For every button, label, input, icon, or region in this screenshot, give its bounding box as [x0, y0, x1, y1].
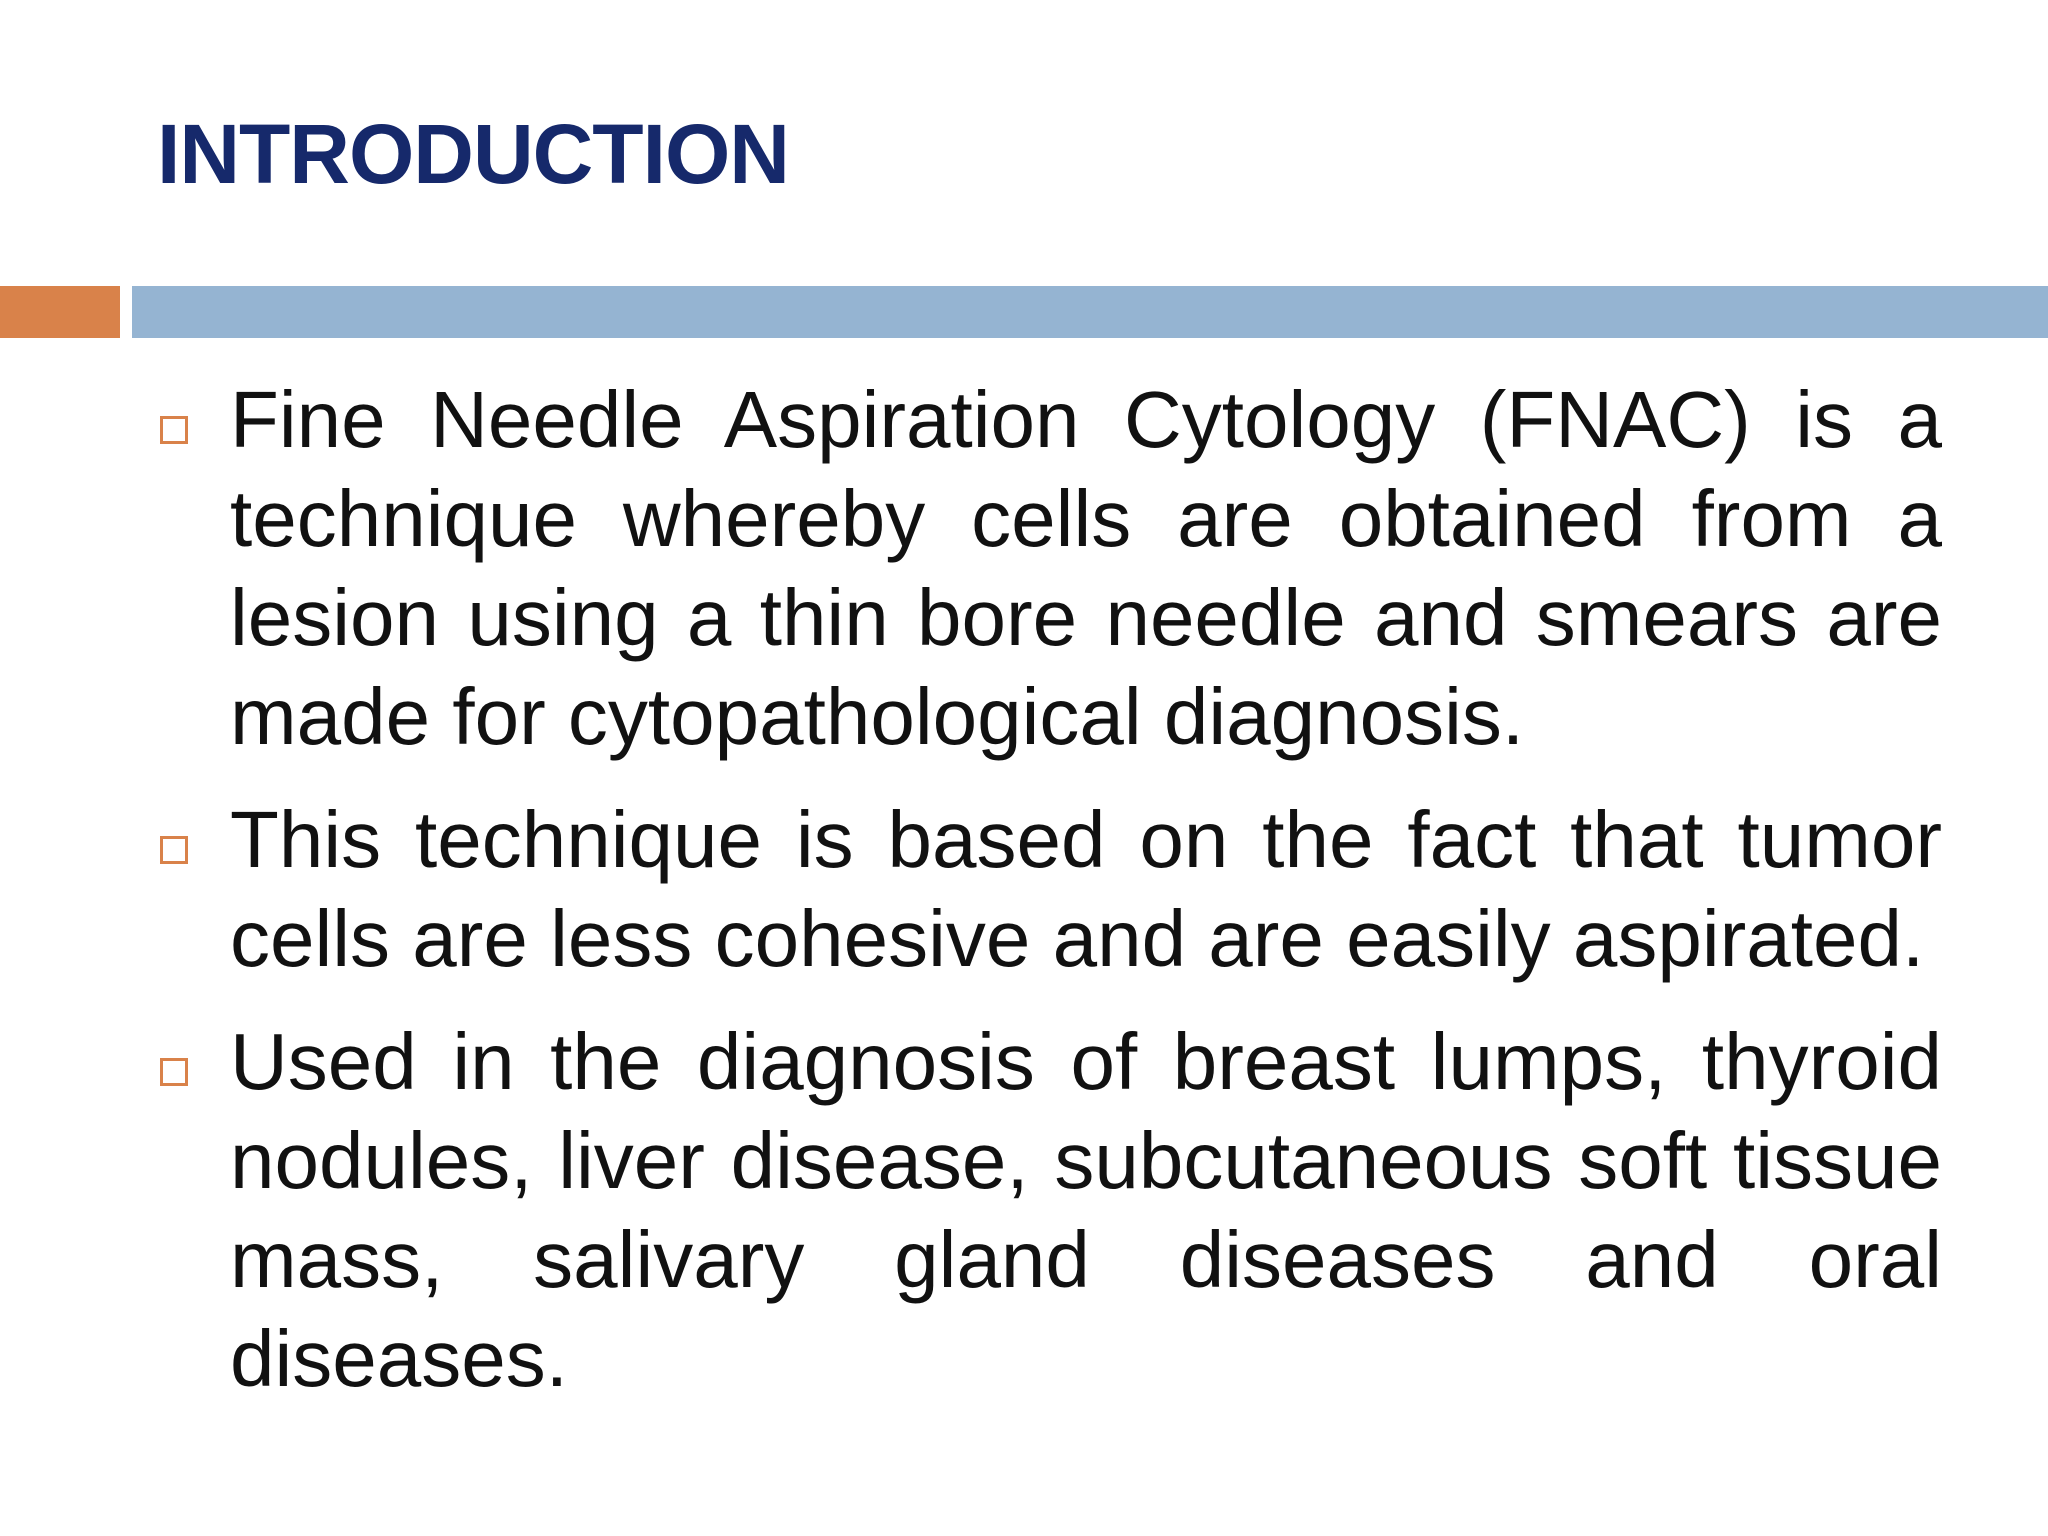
hollow-square-bullet-icon: [160, 416, 188, 444]
bullet-text: This technique is based on the fact that tumor cells are less cohesive and are easily aspirated.: [230, 795, 1942, 983]
hollow-square-bullet-icon: [160, 1058, 188, 1086]
orange-accent-bar: [0, 286, 120, 338]
bullet-item: [160, 1012, 1942, 1408]
hollow-square-bullet-icon: [160, 836, 188, 864]
bullet-text: Used in the diagnosis of breast lumps, thyroid nodules, liver disease, subcutaneous soft tissue mass, salivary gland diseases and oral diseases.: [230, 1017, 1942, 1403]
bullet-item: [160, 790, 1942, 988]
bullet-text: Fine Needle Aspiration Cytology (FNAC) is a technique whereby cells are obtained from a lesion using a thin bore needle and smears are made for cytopathological diagnosis.: [230, 375, 1942, 761]
bullet-item: [160, 370, 1942, 766]
slide-title: INTRODUCTION: [157, 107, 789, 201]
blue-divider-bar: [132, 286, 2048, 338]
bullet-list: [160, 370, 1942, 1432]
